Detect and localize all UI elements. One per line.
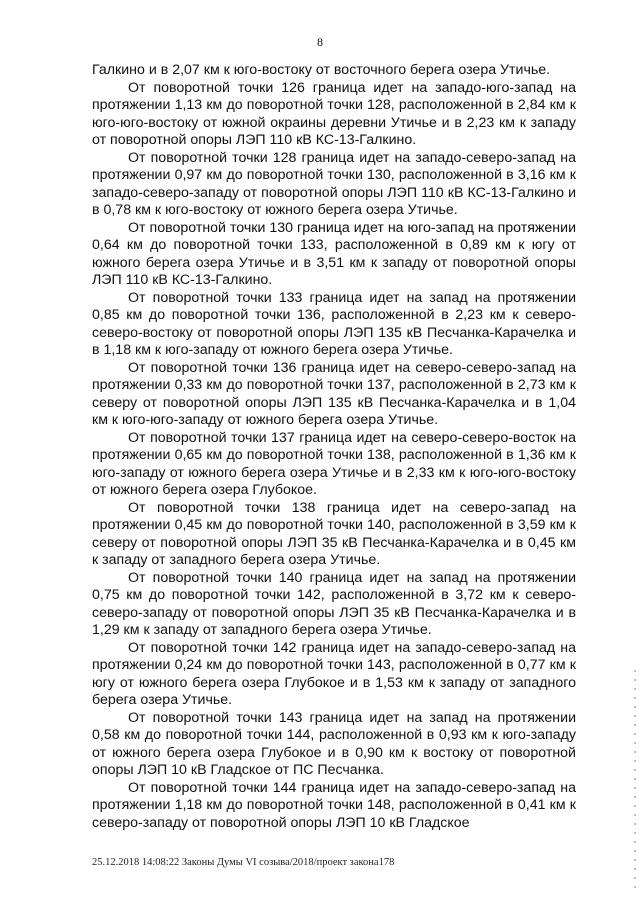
paragraph: От поворотной точки 140 граница идет на запад на протяжении 0,75 км до поворотной точки 142, расположенной в 3,72 км к северо-северо-западу от поворотной опоры ЛЭП 35 кВ Песчанка-Карачелка и в 1,29 км к западу от западного берега озера Утичье. bbox=[92, 569, 576, 638]
paragraph: От поворотной точки 137 граница идет на северо-северо-восток на протяжении 0,65 км до поворотной точки 138, расположенной в 1,36 км к юго-западу от южного берега озера Утичье и в 2,33 км к юго-юго-востоку от южного берега озера Глубокое. bbox=[92, 429, 576, 498]
paragraph: От поворотной точки 128 граница идет на западо-северо-запад на протяжении 0,97 км до поворотной точки 130, расположенной в 3,16 км к западо-северо-западу от поворотной опоры ЛЭП 110 кВ КС-13-Галкино и в 0,78 км к юго-востоку от южного берега озера Утичье. bbox=[92, 149, 576, 218]
paragraph: От поворотной точки 142 граница идет на западо-северо-запад на протяжении 0,24 км до поворотной точки 143, расположенной в 0,77 км к югу от южного берега озера Глубокое и в 1,53 км к западу от западного берега озера Утичье. bbox=[92, 639, 576, 708]
paragraph: От поворотной точки 133 граница идет на запад на протяжении 0,85 км до поворотной точки 136, расположенной в 2,23 км к северо-северо-востоку от поворотной опоры ЛЭП 135 кВ Песчанка-Карачелка и в 1,18 км к юго-западу от южного берега озера Утичье. bbox=[92, 289, 576, 358]
paragraph: От поворотной точки 126 граница идет на западо-юго-запад на протяжении 1,13 км до поворотной точки 128, расположенной в 2,84 км к юго-юго-востоку от южной окраины деревни Утичье и в 2,23 км к западу от поворотной опоры ЛЭП 110 кВ КС-13-Галкино. bbox=[92, 79, 576, 148]
page-number: 8 bbox=[317, 35, 323, 49]
scan-edge-marks bbox=[634, 670, 636, 890]
document-body bbox=[92, 62, 576, 832]
paragraph: От поворотной точки 144 граница идет на западо-северо-запад на протяжении 1,18 км до поворотной точки 148, расположенной в 0,41 км к северо-западу от поворотной опоры ЛЭП 10 кВ Гладское bbox=[92, 779, 576, 831]
paragraph: От поворотной точки 143 граница идет на запад на протяжении 0,58 км до поворотной точки 144, расположенной в 0,93 км к юго-западу от южного берега озера Глубокое и в 0,90 км к востоку от поворотной опоры ЛЭП 10 кВ Гладское от ПС Песчанка. bbox=[92, 709, 576, 778]
paragraph: От поворотной точки 136 граница идет на северо-северо-запад на протяжении 0,33 км до поворотной точки 137, расположенной в 2,73 км к северу от поворотной опоры ЛЭП 135 кВ Песчанка-Карачелка и в 1,04 км к юго-юго-западу от южного берега озера Утичье. bbox=[92, 359, 576, 428]
paragraph: От поворотной точки 138 граница идет на северо-запад на протяжении 0,45 км до поворотной точки 140, расположенной в 3,59 км к северу от поворотной опоры ЛЭП 35 кВ Песчанка-Карачелка и в 0,45 км к западу от западного берега озера Утичье. bbox=[92, 499, 576, 568]
paragraph: Галкино и в 2,07 км к юго-востоку от восточного берега озера Утичье. bbox=[92, 62, 551, 78]
footer-path: 25.12.2018 14:08:22 Законы Думы VI созыва/2018/проект закона178 bbox=[92, 857, 395, 868]
paragraph: От поворотной точки 130 граница идет на юго-запад на протяжении 0,64 км до поворотной точки 133, расположенной в 0,89 км к югу от южного берега озера Утичье и в 3,51 км к западу от поворотной опоры ЛЭП 110 кВ КС-13-Галкино. bbox=[92, 219, 576, 288]
